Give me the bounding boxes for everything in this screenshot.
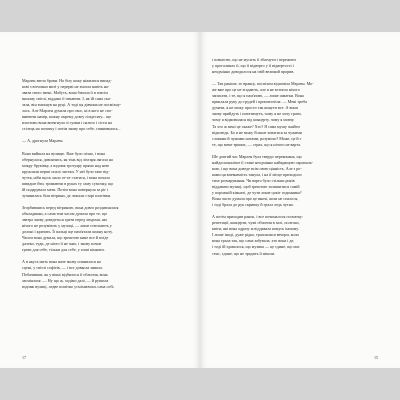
left-page-number: 17 bbox=[22, 355, 26, 360]
right-page bbox=[200, 32, 400, 368]
right-page-number: 15 bbox=[374, 355, 378, 360]
book-spread bbox=[0, 32, 400, 368]
left-page-text: Марлен звела брови. На білу кожу ніжилися випад- кові з вітчизни миті у перерві не змогла навіть на- звати свого імені. Мабуть, вона бачила її в зовсім іншому світлі, віддано її чекаючи. І, як їй сама ска- зала, він змахнув на руці. А тоді ця дівчина не посміхну- лась. Але Марлен думала про своє, ні в кого не спо- внюючи намір, кожну окрему довгу сімдесяту... ще властиво вона витягнула зі сумки і пальто і сісти на стілець на початку і потім знову про себе, спинившись... — А, дрогнула Марлен. Вона вийшла на вулицю. Вже було пізно, і вона обернулася, дивлячись, як тінь від ліхтаря лягала на мокру бруківку, а вздовж тротуару прямо над нею кружляли перші опалі листки. У неї було таке від- чуття, ніби щось мало от-от статися, і вона почала швидше йти, тримаючи в руках ту саму сумочку, що їй подарувала мати. Потім вона повернула за ріг і зупинилась біля вітрини, де лежали старі платівки. Згорбившись перед вітриною, вона довго роздивлялася обкладинки, а сама тим часом думала про те, що завтра знову доведеться грати перед людьми, які нічого не розуміють у музиці, — лише плескають у долоні і кричать. Її пальці ще пам'ятали кожну ноту. Часом вона думала, що зрештою кине все й поїде далеко, туди, де ніхто її не знає, і знову почне грати для себе, тільки для себе, у тиші кімнати. А в якусь мить вона наче знову опинилася на сцені, у світлі софітів, — і все довкола зникло. Побачивши, як у вікні відбилося її обличчя, вона засміялася: — Ну що ж, ходімо далі, — й рушила вздовж вулиці, ледве помітно усміхаючись сама собі. bbox=[22, 78, 122, 289]
left-page bbox=[0, 32, 200, 368]
right-page-text: і повністю, що не мусить її збагнути і пережити у прогалинах її, що її відверто у її відвертості і неодмінно доводилося на свій великий прорив. — Так раніше, то вранці, поспіхом відповіла Марлен. Мо- же вже про це не згадають, але я не встигла нічого записати, і те, що я пам'ятаю, — лише шматки. Вона приклала руку до грудей і прошепотіла: — Мені треба думати, я не можу просто так кинути все. А вони знову прийдуть і питатимуть, чому я не хочу грати, чому я відмовилася від концерту, чому я мовчу. Та хто ж мені це скаже? Хто? Я сама мушу знайти відповідь. Бо я не можу більше ховатися за чужими словами й чужими нотами, розумієш? Може, це й є те, що мене тримає, — страх, що я нічого не варта. Ше довгий час Марлен була твердо переконана, що найдосконаліше її стане неодмінно найкращою скрипаль- кою, і що вона доведе всім свою цінність. Але з ро- ками ця впевненість танула, і на її місце приходило тихе розчарування. Чи варто було стільки років віддавати музиці, щоб зрештою залишитися самій у порожній кімнаті, де чути лише цокіт годинника? Вона часто думала про це вночі, коли не спалося, і тоді брала до рук скрипку й грала ледь чутно. А потім приходив ранок, і все починалося спочатку: репетиції, концерти, чужі обличчя в залі, оплески, квіти, які вона одразу ж віддавала комусь іншому. І лише іноді, дуже рідко, траплялися вечори, коли вона грала так, що сама забувала, хто вона і де, і тоді їй здавалося, що музика — це єдине, що має сенс, єдине, що не зрадить її ніколи. bbox=[212, 57, 314, 256]
